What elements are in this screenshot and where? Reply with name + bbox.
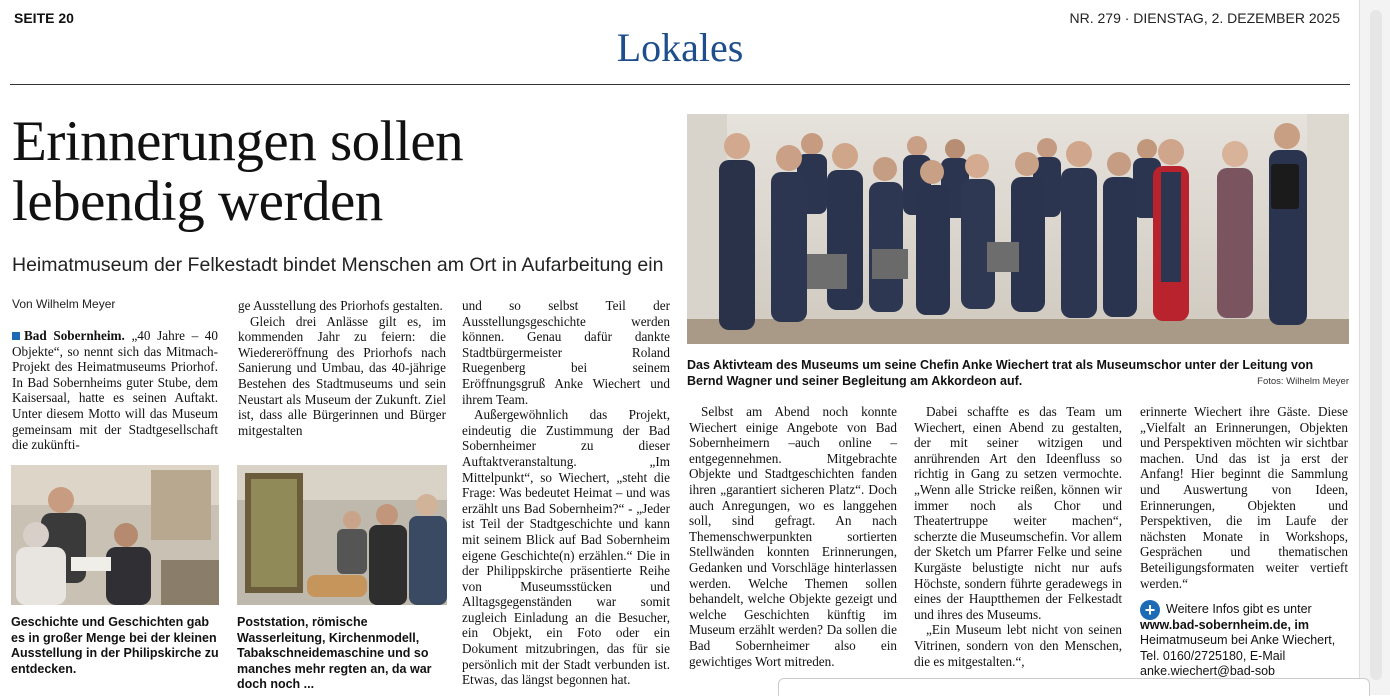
article-column-1 [12, 328, 218, 453]
info-box [1140, 602, 1350, 680]
photo-exhibition-visitors-image [11, 465, 219, 605]
column-3-paragraph-2: Außergewöhnlich das Projekt, eindeutig die Zustimmung der Bad Sobernheimer zu dieser Auftaktveranstaltung. „Im Mittelpunkt“, so Wiechert, „steht die Frage: Was bedeutet Heimat – und was erzählt uns Bad Sobernheim?“ - „Jeder ist Teil der Stadtgeschichte und kann mit seinem Blick auf Bad Sobernheim eigene Geschichte(n) erzählen.“ Die in der Philippskirche präsentierte Reihe von Museumsstücken und Alltagsgegenständen war somit zugleich Einladung an die Besucher, ein Objekt, ein Foto oder ein Dokument mitzubringen, das für sie persönlich mit der Stadt verbunden ist. Etwas, das längst begonnen hat. [462, 407, 670, 688]
photo-credit: Fotos: Wilhelm Meyer [1257, 376, 1349, 387]
dateline: Bad Sobernheim. [24, 328, 125, 343]
issue-date: NR. 279 · DIENSTAG, 2. DEZEMBER 2025 [1069, 10, 1340, 26]
subheadline: Heimatmuseum der Felkestadt bindet Menschen am Ort in Aufarbeitung ein [12, 254, 664, 276]
photo-exhibition-visitors [11, 465, 219, 605]
photo-museum-objects-image [237, 465, 447, 605]
page-number: SEITE 20 [14, 10, 74, 26]
article-column-6 [1140, 404, 1348, 591]
byline: Von Wilhelm Meyer [12, 297, 116, 311]
column-6-paragraph-1: erinnerte Wiechert ihre Gäste. Diese „Vielfalt an Erinnerungen, Objekten und Perspektiven möchten wir sichtbar machen. Und das ist ja erst der Anfang! Hier beginnt die Sammlung und Auswertung von Ideen, Erinnerungen, Objekten und Perspektiven, die im Laufe der nächsten Monate in Workshops, Gesprächen und thematischen Beteiligungsformaten weiter vertieft werden.“ [1140, 404, 1348, 591]
column-3-paragraph-1: und so selbst Teil der Ausstellungsgeschichte werden können. Genau dafür dankte Stadtbürgermeister Roland Ruegenberg bei seinem Eröffnungsgruß Anke Wiechert und ihrem Team. [462, 298, 670, 407]
info-line-4: Tel. 0160/2725180, E-Mail [1140, 648, 1286, 663]
headline-line-1: Erinnerungen sollen [12, 110, 464, 173]
article-column-2 [238, 298, 446, 438]
headline [12, 112, 672, 232]
info-line-3: Heimatmuseum bei Anke Wiechert, [1140, 633, 1336, 647]
info-plus-icon: + [1140, 600, 1160, 620]
photo-exhibition-visitors-caption: Geschichte und Geschichten gab es in großer Menge bei der kleinen Ausstellung in der Philipskirche zu entdecken. [11, 615, 219, 676]
photo-museum-choir [687, 114, 1349, 344]
info-line-1: Weitere Infos gibt es unter [1166, 602, 1312, 616]
header-rule [10, 84, 1350, 85]
photo-museum-objects [237, 465, 447, 605]
column-2-paragraph-2: Gleich drei Anlässe gilt es, im kommenden Jahr zu feiern: die Wiedereröffnung des Priorhofs nach Sanierung und Umbau, das 40-jährige Bestehen des Stadtmuseums und sein Neustart als Museum der Zukunft. Ziel ist, dass alle Bürgerinnen und Bürger mitgestalten [238, 313, 446, 438]
column-4-paragraph-1: Selbst am Abend noch konnte Wiechert einige Angebote von Bad Sobernheimern –auch online – entgegennehmen. Mitgebrachte Objekte und Stadtgeschichten fanden ihren „garantiert sicheren Platz“. Doch auch Anregungen, wo es langgehen soll, sind gefragt. An nach Themenschwerpunkten sortierten Stellwänden konnten Erinnerungen, Gedanken und Vorschläge hinterlassen werden. Welche Themen sollen behandelt, welche Objekte gezeigt und welche Geschichten künftig im Museum erzählt werden? Da sollen die Bad Sobernheimer also ein gewichtiges Wort mitreden. [689, 404, 897, 669]
bottom-panel-edge [778, 678, 1370, 696]
info-email: anke.wiechert@bad-sob [1140, 664, 1275, 678]
column-1-text: „40 Jahre – 40 Objekte“, so nennt sich das Mitmach-Projekt des Heimatmuseums Priorhof. In Bad Sobernheims guter Stube, dem Kaisersaal, hatte es seinen Auftakt. Unter diesem Motto will das Museum gemeinsam mit der Stadtgesellschaft die zukünfti- [12, 328, 218, 453]
article-column-3 [462, 298, 670, 688]
location-marker-icon [12, 332, 20, 340]
headline-line-2: lebendig werden [12, 170, 383, 233]
section-title: Lokales [616, 25, 744, 70]
photo-museum-choir-caption: Das Aktivteam des Museums um seine Chefin Anke Wiechert trat als Museumschor unter der Leitung von Bernd Wagner und seiner Begleitung am Akkordeon auf. [687, 358, 1314, 388]
article-column-5 [914, 404, 1122, 669]
column-5-paragraph-1: Dabei schaffte es das Team um Wiechert, einen Abend zu gestalten, der mit seiner witzigen und anrührenden Art den Ideenfluss so richtig in Gang zu setzen vermochte. „Wenn alle Stricke reißen, können wir immer noch als Chor und Theatertruppe weiter machen“, scherzte die Museumschefin. Vor allem der Sketch um Pfarrer Felke und seine Kurgäste belustigte nicht nur aufs Höchste, sondern führte geradewegs in eines der Hauptthemen der Felkestadt und ihres des Museums. [914, 404, 1122, 622]
scrollbar-thumb[interactable] [1370, 10, 1382, 680]
column-5-paragraph-2: „Ein Museum lebt nicht von seinen Vitrinen, sondern von den Menschen, die es mitgestalten.“, [914, 622, 1122, 669]
column-2-paragraph-1: ge Ausstellung des Priorhofs gestalten. [238, 298, 443, 313]
photo-museum-objects-caption: Poststation, römische Wasserleitung, Kirchenmodell, Tabakschneidemaschine und so manches mehr regten an, da war doch noch ... [237, 615, 432, 691]
photo-museum-choir-image [687, 114, 1349, 344]
info-website: www.bad-sobernheim.de, im [1140, 617, 1310, 632]
article-column-4 [689, 404, 897, 669]
